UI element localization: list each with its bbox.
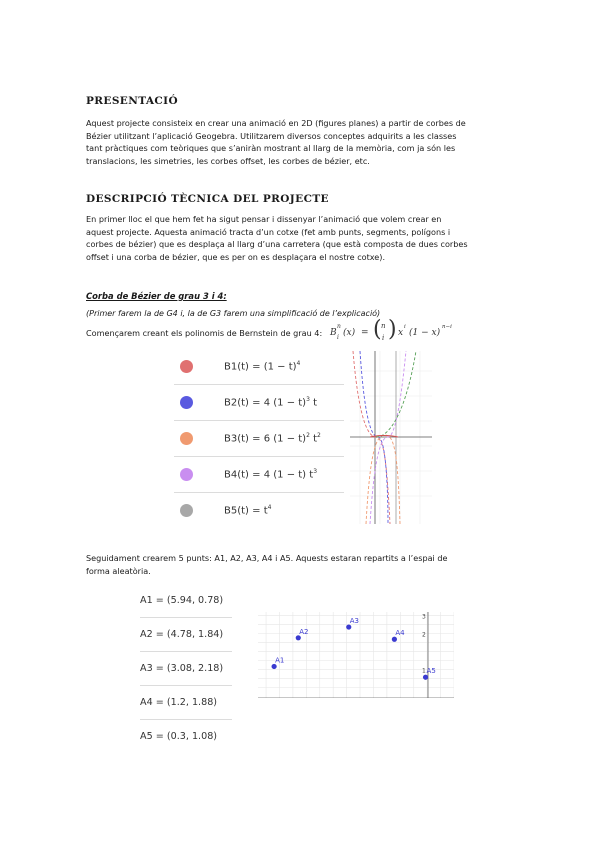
formula-arg: (x) bbox=[343, 328, 356, 338]
plot-point-a5 bbox=[423, 675, 428, 680]
plot-point-label: A5 bbox=[426, 667, 436, 676]
text-line: En primer lloc el que hem fet ha sigut pensar i dissenyar l’animació que volem crear en bbox=[86, 214, 442, 224]
bernstein-formula bbox=[330, 317, 480, 349]
formula-b: B bbox=[330, 328, 337, 338]
presentacio-paragraph bbox=[86, 117, 514, 167]
plot-point-label: A2 bbox=[299, 627, 309, 636]
polynomial-row bbox=[174, 348, 344, 385]
series-color-dot bbox=[180, 432, 193, 445]
point-row: A5 = (0.3, 1.08) bbox=[140, 730, 218, 742]
point-row: A2 = (4.78, 1.84) bbox=[140, 617, 232, 652]
text-line: corbes de bézier) que es desplaça al llarg d’una carretera (que està composta de dues corbes bbox=[86, 239, 468, 250]
text-line: aquest projecte. Aquesta animació tracta d’un cotxe (fet amb punts, segments, polígons i bbox=[86, 226, 451, 237]
text-line: forma aleatòria. bbox=[86, 565, 151, 576]
text-line: translacions, les simetries, les corbes offset, les corbes de bézier, etc. bbox=[86, 155, 370, 166]
formula-eq: = bbox=[361, 328, 369, 338]
formula-x: x bbox=[398, 328, 404, 338]
tick-label: 3 bbox=[422, 613, 426, 621]
formula-x-sup: i bbox=[404, 324, 406, 330]
bernstein-graph bbox=[350, 351, 432, 524]
tick-label: 1 bbox=[422, 667, 426, 675]
text-line: Seguidament crearem 5 punts: A1, A2, A3, A4 i A5. Aquests estaran repartits a l’espai de bbox=[86, 553, 448, 563]
polynomial-row bbox=[174, 492, 344, 528]
formula-binom-bottom: i bbox=[382, 334, 385, 342]
text-line: offset i una corba de bézier, que es per on es desplaçara el nostre cotxe). bbox=[86, 251, 386, 262]
point-row: A1 = (5.94, 0.78) bbox=[140, 583, 232, 618]
formula-binom-top: n bbox=[381, 322, 386, 330]
point-row: A3 = (3.08, 2.18) bbox=[140, 651, 232, 686]
formula-one-minus-x: (1 − x) bbox=[409, 328, 441, 338]
text-line: tant pràctiques com teòriques que s’aniràn mostrant al llarg de la memòria, com ja són les bbox=[86, 143, 456, 154]
formula-paren-right: ) bbox=[388, 317, 397, 342]
polynomial-expression: B4(t) = 4 (1 − t) $t^3$ bbox=[224, 467, 318, 481]
polynomial-expression: $B1(t) = (1 - t)^4$ bbox=[224, 359, 301, 373]
bernstein-polynomials-list bbox=[0, 348, 600, 528]
plot-point-a2 bbox=[296, 635, 301, 640]
series-color-dot bbox=[180, 360, 193, 373]
formula-sub-i: i bbox=[337, 334, 339, 341]
tick-label: 2 bbox=[422, 631, 426, 639]
bezier-intro: Començarem creant els polinomis de Bernstein de grau 4: bbox=[86, 328, 323, 338]
series-color-dot bbox=[180, 396, 193, 409]
points-list bbox=[0, 583, 260, 753]
points-plot bbox=[258, 612, 454, 698]
plot-point-label: A4 bbox=[395, 629, 405, 638]
polynomial-row bbox=[174, 420, 344, 457]
descripcio-paragraph bbox=[86, 213, 514, 263]
points-paragraph bbox=[86, 552, 514, 577]
polynomial-expression: B2(t) = 4 $(1 - t)^3$ t bbox=[224, 395, 318, 409]
formula-paren-left: ( bbox=[373, 317, 382, 342]
bezier-note: (Primer farem la de G4 i, la de G3 farem una simplificació de l’explicació) bbox=[86, 309, 381, 318]
plot-point-a1 bbox=[272, 664, 277, 669]
point-row: A4 = (1.2, 1.88) bbox=[140, 685, 232, 720]
series-color-dot bbox=[180, 504, 193, 517]
text-line: Aquest projecte consisteix en crear una animació en 2D (figures planes) a partir de corbes de bbox=[86, 118, 466, 128]
polynomial-expression: $B5(t) = t^4$ bbox=[224, 503, 272, 517]
polynomial-expression: B3(t) = 6 $(1 - t)^2$ $t^2$ bbox=[224, 431, 321, 445]
plot-point-a3 bbox=[346, 624, 351, 629]
formula-sup-n: n bbox=[337, 323, 341, 330]
polynomial-row bbox=[174, 384, 344, 421]
series-color-dot bbox=[180, 468, 193, 481]
plot-point-a4 bbox=[392, 637, 397, 642]
text-line: Bézier utilitzant l’aplicació Geogebra. Utilitzarem diversos conceptes adquirits a les classes bbox=[86, 130, 457, 141]
plot-point-label: A3 bbox=[349, 617, 360, 626]
section-title-presentacio: PRESENTACIÓ bbox=[86, 95, 179, 107]
bezier-subtitle: Corba de Bézier de grau 3 i 4: bbox=[86, 291, 227, 301]
formula-rest-sup: n−i bbox=[442, 324, 452, 330]
section-title-descripcio: DESCRIPCIÓ TÈCNICA DEL PROJECTE bbox=[86, 193, 329, 205]
polynomial-row bbox=[174, 456, 344, 493]
plot-point-label: A1 bbox=[275, 656, 285, 665]
